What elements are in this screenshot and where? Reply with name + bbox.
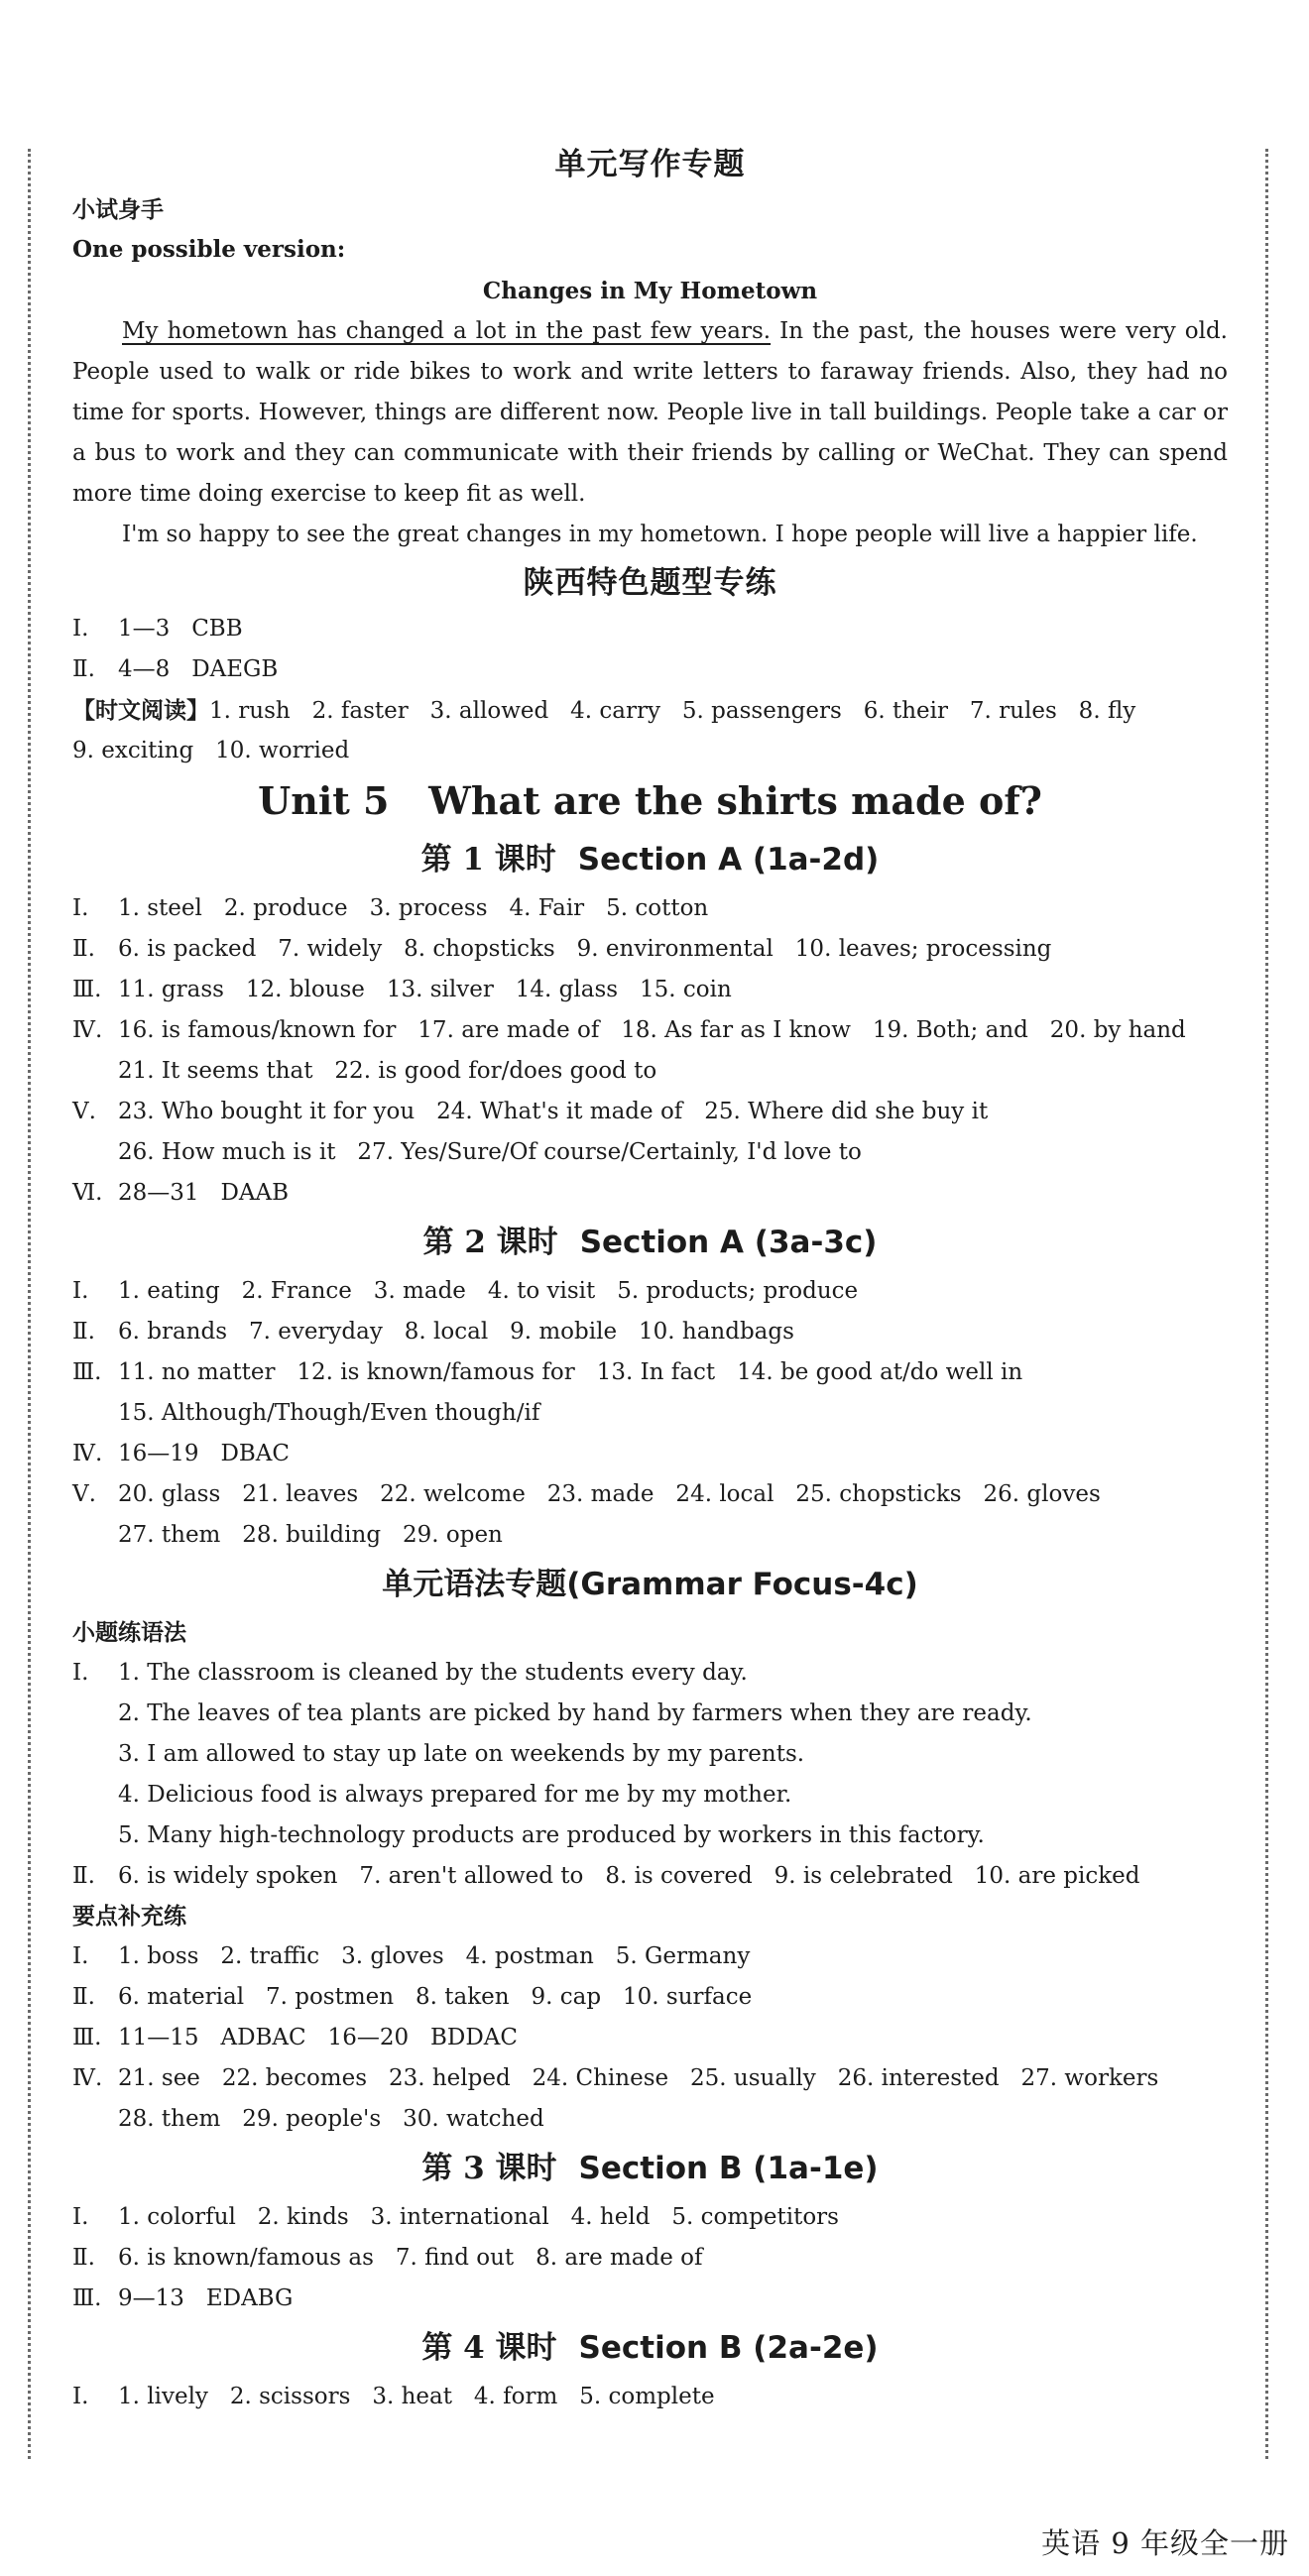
essay-paragraph-1-rest: In the past, the houses were very old. People used to walk or ride bikes to work and write letters to faraway friends. Also, they had no time for sports. However, things are different now. People live in tall buildings. People take a car or a bus to work and they can communicate with their friends by calling or WeChat. They can spend more time doing exercise to keep fit as well. [72,318,1228,507]
reading-label: 【时文阅读】 [72,697,209,724]
grammar-answers-1: Ⅰ. 1. The classroom is cleaned by the students every day. 2. The leaves of tea plants are picked by hand by farmers when they are ready. 3. I am allowed to stay up late on weekends by my parents. 4. Delicious food is always prepared for me by my mother. 5. Many high-technology products are produced by workers in this factory. Ⅱ. 6. is widely spoken 7. aren't allowed to 8. is covered 9. is celebrated 10. are picked [72,1660,1140,1889]
grammar-sub2: 要点补充练 [72,1903,186,1930]
lesson-4-heading: 第 4 课时 Section B (2a-2e) [421,2330,879,2366]
writing-sub2: One possible version: [72,236,346,263]
answer-line: 9. exciting 10. worried [72,738,350,763]
essay-topic-sentence: My hometown has changed a lot in the past few years. [122,318,772,344]
left-dotted-margin [28,149,31,2459]
writing-heading: 单元写作专题 [554,147,746,182]
writing-sub1: 小试身手 [72,196,164,223]
essay-paragraph-1 [72,311,1228,515]
answer-line: 【时文阅读】1. rush 2. faster 3. allowed 4. carry 5. passengers 6. their 7. rules 8. fly [72,697,1136,724]
essay-paragraph-2: I'm so happy to see the great changes in my hometown. I hope people will live a happier life. [122,522,1198,547]
essay-title: Changes in My Hometown [482,278,818,304]
unit-title: Unit 5 What are the shirts made of? [258,778,1042,823]
shaanxi-heading: 陕西特色题型专练 [523,565,777,601]
right-dotted-margin [1265,149,1268,2459]
lesson-2-heading: 第 2 课时 Section A (3a-3c) [422,1225,878,1260]
lesson-4-answers: Ⅰ. 1. lively 2. scissors 3. heat 4. form 5. complete [72,2384,715,2409]
page-footer: 英语 9 年级全一册 [1041,2526,1289,2560]
grammar-heading: 单元语法专题(Grammar Focus-4c) [382,1567,918,1602]
lesson-3-answers: Ⅰ. 1. colorful 2. kinds 3. international 4. held 5. competitors Ⅱ. 6. is known/famous as 7. find out 8. are made of Ⅲ. 9—13 EDABG [72,2204,839,2311]
lesson-3-heading: 第 3 课时 Section B (1a-1e) [421,2151,879,2186]
lesson-2-answers: Ⅰ. 1. eating 2. France 3. made 4. to visit 5. products; produce Ⅱ. 6. brands 7. everyday 8. local 9. mobile 10. handbags Ⅲ. 11. no matter 12. is known/famous for 13. In fact 14. be good at/do well in 15. Although/Though/Even though/if Ⅳ. 16—19 DBAC Ⅴ. 20. glass 21. leaves 22. welcome 23. made 24. local 25. chopsticks 26. gloves 27. them 28. building 29. open [72,1278,1101,1548]
lesson-1-answers: Ⅰ. 1. steel 2. produce 3. process 4. Fair 5. cotton Ⅱ. 6. is packed 7. widely 8. chopsticks 9. environmental 10. leaves; processing Ⅲ. 11. grass 12. blouse 13. silver 14. glass 15. coin Ⅳ. 16. is famous/known for 17. are made of 18. As far as I know 19. Both; and 20. by hand 21. It seems that 22. is good for/does good to Ⅴ. 23. Who bought it for you 24. What's it made of 25. Where did she buy it 26. How much is it 27. Yes/Sure/Of course/Certainly, I'd love to Ⅵ. 28—31 DAAB [72,895,1186,1206]
lesson-1-heading: 第 1 课时 Section A (1a-2d) [420,842,880,878]
content [72,139,1228,2417]
grammar-sub1: 小题练语法 [72,1619,186,1646]
answer-line: Ⅱ. 4—8 DAEGB [72,656,279,682]
grammar-answers-2: Ⅰ. 1. boss 2. traffic 3. gloves 4. postman 5. Germany Ⅱ. 6. material 7. postmen 8. taken 9. cap 10. surface Ⅲ. 11—15 ADBAC 16—20 BDDAC Ⅳ. 21. see 22. becomes 23. helped 24. Chinese 25. usually 26. interested 27. workers 28. them 29. people's 30. watched [72,1943,1159,2132]
answer-line: Ⅰ. 1—3 CBB [72,616,243,642]
